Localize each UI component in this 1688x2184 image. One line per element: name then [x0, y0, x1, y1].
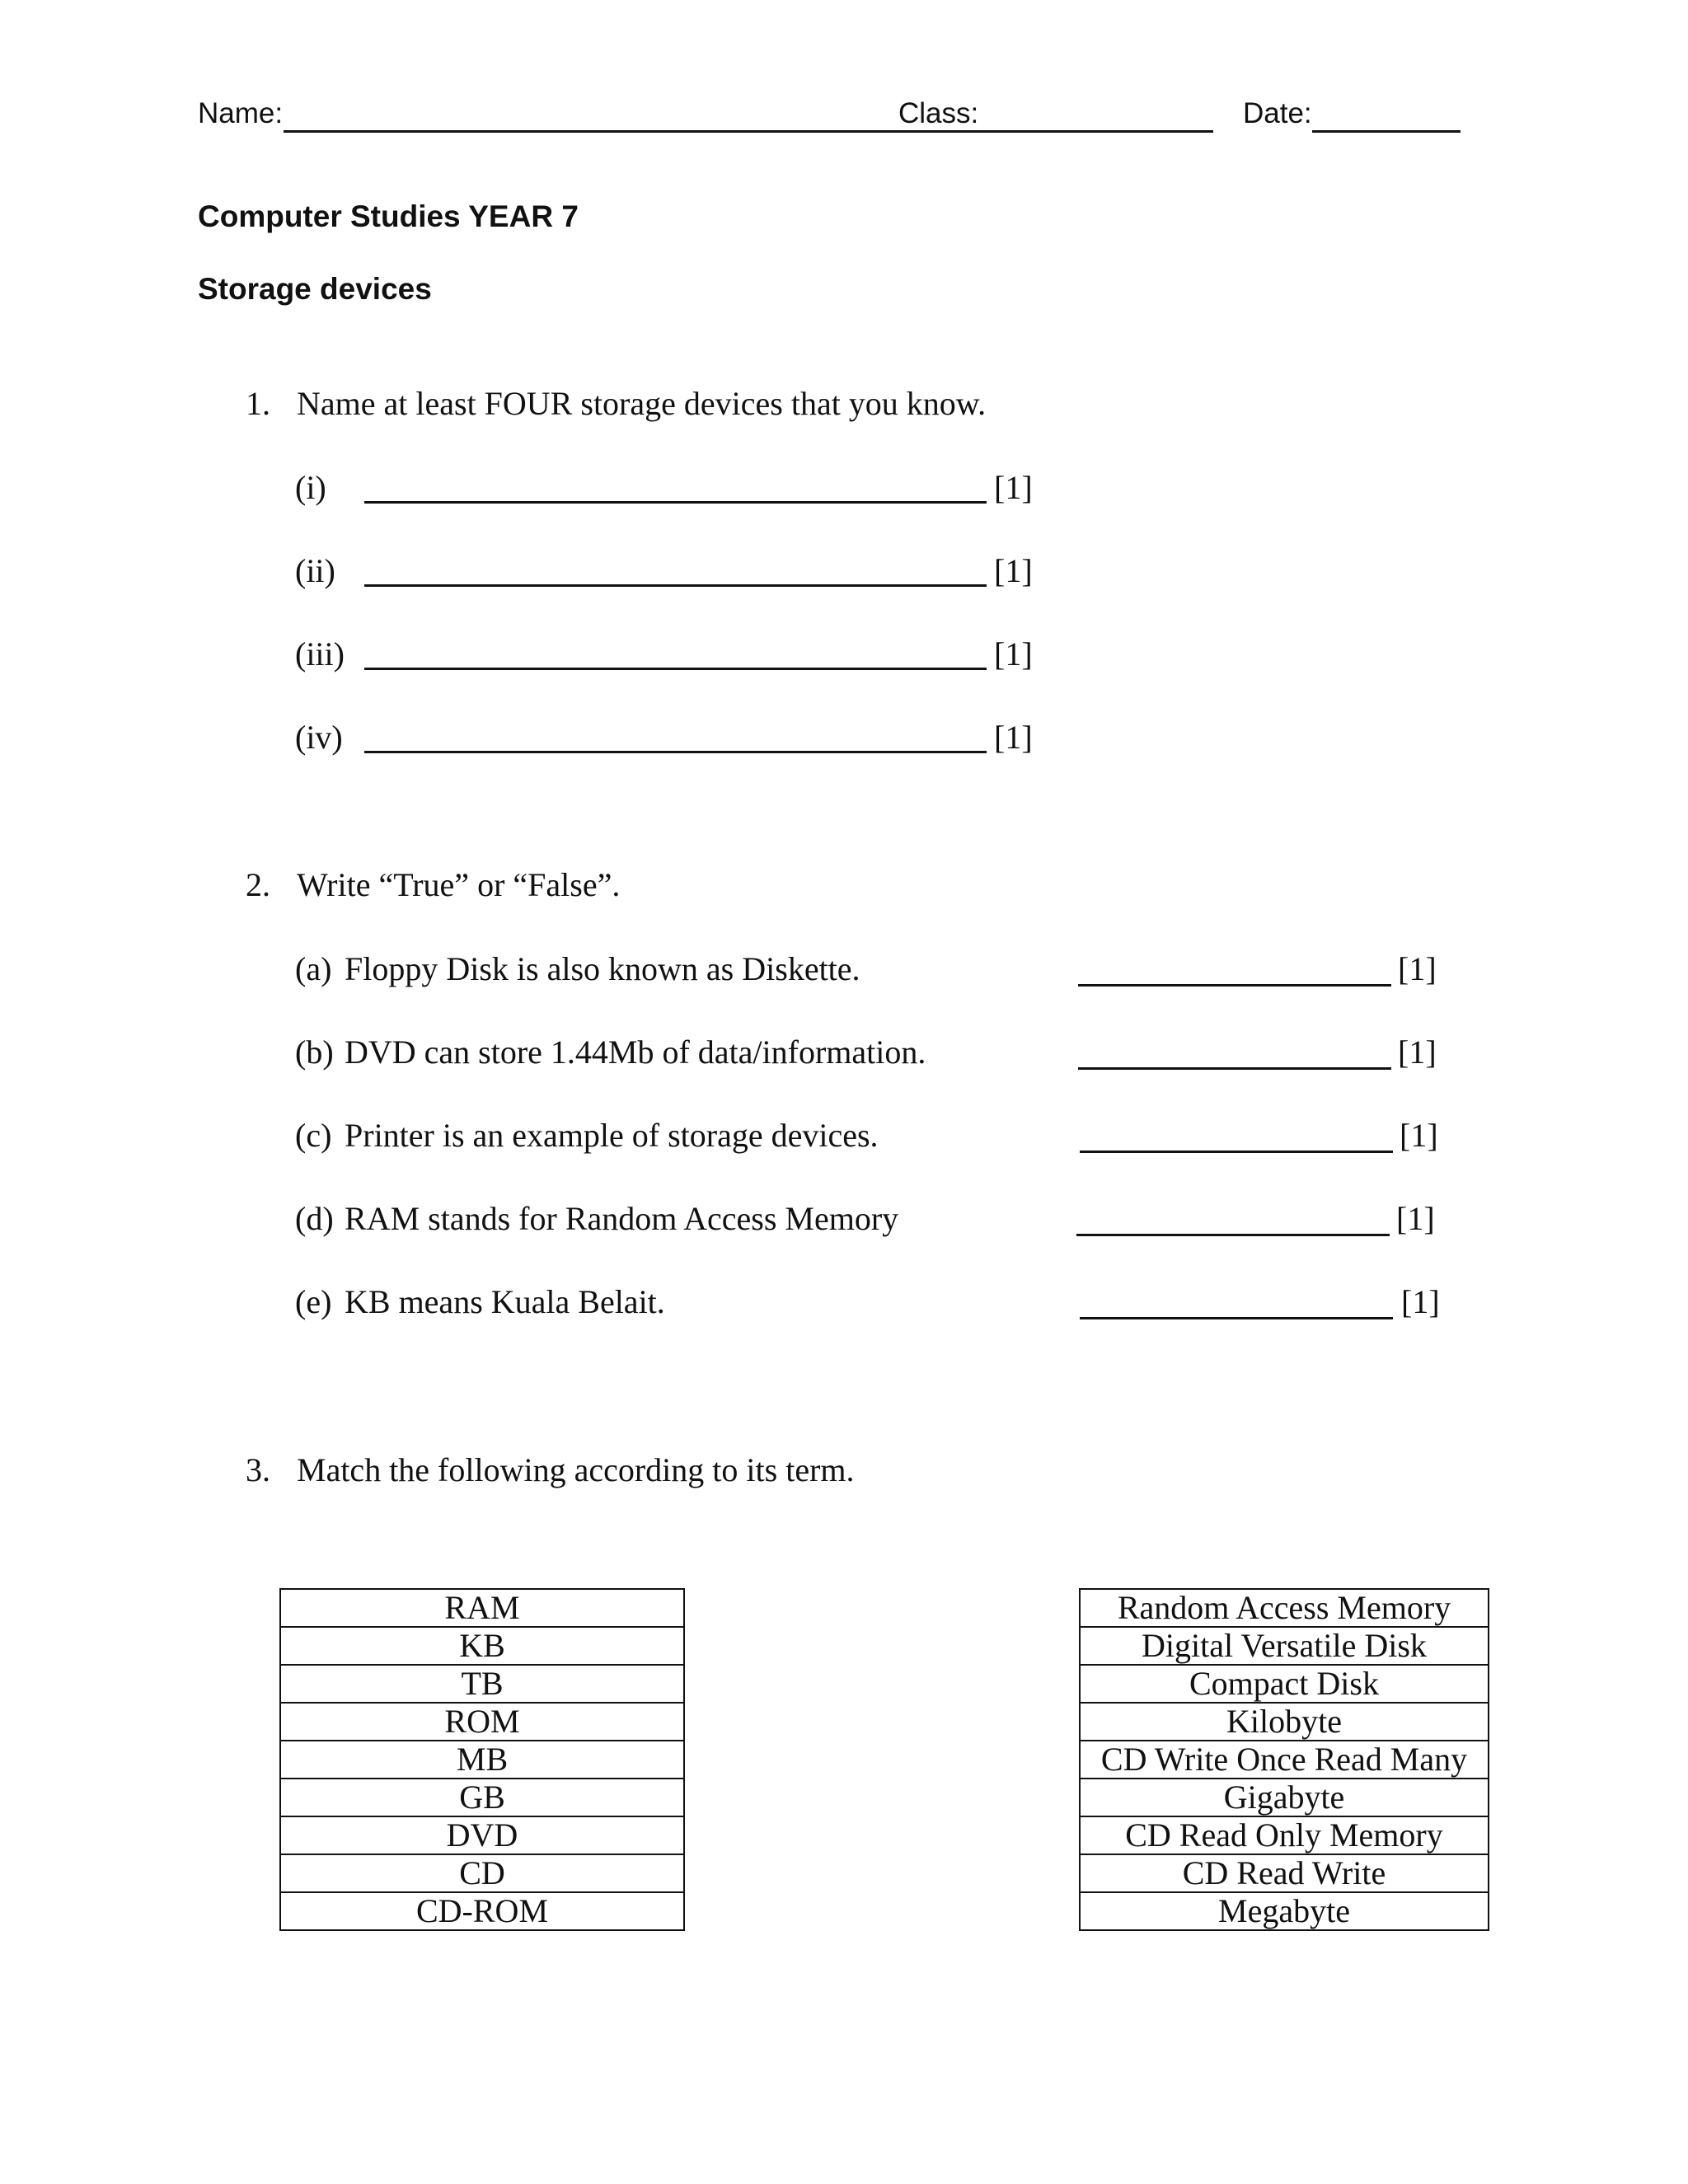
item-label: (c)	[295, 1117, 332, 1154]
name-label: Name:	[198, 97, 284, 129]
answer-blank[interactable]	[364, 751, 987, 753]
term-cell: DVD	[280, 1816, 684, 1854]
answer-blank[interactable]	[1076, 1234, 1390, 1236]
table-row	[1080, 1854, 1489, 1892]
class-field[interactable]	[978, 130, 1213, 133]
definition-cell: Digital Versatile Disk	[1080, 1627, 1489, 1665]
term-cell: TB	[280, 1665, 684, 1703]
mark-value: [1]	[1400, 1117, 1438, 1154]
page-title: Computer Studies YEAR 7	[198, 199, 579, 233]
item-label: (e)	[295, 1283, 332, 1320]
answer-blank[interactable]	[1078, 1067, 1391, 1070]
definitions-table	[1079, 1588, 1489, 1931]
table-row	[280, 1665, 684, 1703]
table-row	[1080, 1779, 1489, 1816]
term-cell: RAM	[280, 1589, 684, 1627]
item-label: (a)	[295, 950, 332, 987]
answer-blank[interactable]	[364, 584, 987, 587]
mark-value: [1]	[994, 719, 1033, 756]
question-text: Write “True” or “False”.	[297, 866, 621, 903]
term-cell: CD-ROM	[280, 1892, 684, 1930]
item-label: (iii)	[295, 635, 345, 673]
definition-cell: Random Access Memory	[1080, 1589, 1489, 1627]
table-row	[280, 1703, 684, 1741]
table-row	[280, 1627, 684, 1665]
item-label: (iv)	[295, 719, 343, 756]
definition-cell: Gigabyte	[1080, 1779, 1489, 1816]
term-cell: ROM	[280, 1703, 684, 1741]
terms-table	[279, 1588, 685, 1931]
definition-cell: CD Write Once Read Many	[1080, 1741, 1489, 1779]
table-row	[1080, 1816, 1489, 1854]
answer-blank[interactable]	[1080, 1151, 1393, 1153]
mark-value: [1]	[1401, 1283, 1440, 1320]
mark-value: [1]	[994, 635, 1033, 673]
table-row	[280, 1741, 684, 1779]
mark-value: [1]	[1398, 950, 1437, 987]
item-text: Floppy Disk is also known as Diskette.	[345, 950, 860, 987]
table-row	[1080, 1892, 1489, 1930]
table-row	[280, 1854, 684, 1892]
item-label: (b)	[295, 1033, 334, 1071]
page-subtitle: Storage devices	[198, 272, 432, 306]
item-text: DVD can store 1.44Mb of data/information.	[345, 1033, 926, 1071]
answer-blank[interactable]	[364, 668, 987, 670]
mark-value: [1]	[1396, 1200, 1435, 1237]
question-number: 2.	[246, 866, 270, 903]
question-number: 1.	[246, 385, 270, 422]
term-cell: CD	[280, 1854, 684, 1892]
header-fields	[198, 97, 1484, 138]
term-cell: GB	[280, 1779, 684, 1816]
table-row	[280, 1589, 684, 1627]
item-label: (ii)	[295, 552, 335, 589]
item-label: (i)	[295, 469, 326, 506]
question-number: 3.	[246, 1451, 270, 1488]
class-label: Class:	[898, 97, 979, 129]
answer-blank[interactable]	[1080, 1317, 1393, 1319]
item-text: KB means Kuala Belait.	[345, 1283, 665, 1320]
definition-cell: Kilobyte	[1080, 1703, 1489, 1741]
table-row	[1080, 1741, 1489, 1779]
definition-cell: CD Read Only Memory	[1080, 1816, 1489, 1854]
mark-value: [1]	[994, 469, 1033, 506]
answer-blank[interactable]	[1078, 984, 1391, 987]
date-field[interactable]	[1312, 130, 1461, 133]
definition-cell: CD Read Write	[1080, 1854, 1489, 1892]
table-row	[1080, 1589, 1489, 1627]
mark-value: [1]	[1398, 1033, 1437, 1071]
item-text: Printer is an example of storage devices.	[345, 1117, 879, 1154]
mark-value: [1]	[994, 552, 1033, 589]
table-row	[280, 1892, 684, 1930]
item-text: RAM stands for Random Access Memory	[345, 1200, 899, 1237]
question-text: Match the following according to its term.	[297, 1451, 855, 1488]
table-row	[1080, 1627, 1489, 1665]
table-row	[1080, 1665, 1489, 1703]
answer-blank[interactable]	[364, 501, 987, 504]
table-row	[1080, 1703, 1489, 1741]
question-text: Name at least FOUR storage devices that you know.	[297, 385, 987, 422]
term-cell: KB	[280, 1627, 684, 1665]
term-cell: MB	[280, 1741, 684, 1779]
date-label: Date:	[1243, 97, 1312, 129]
table-row	[280, 1779, 684, 1816]
table-row	[280, 1816, 684, 1854]
definition-cell: Compact Disk	[1080, 1665, 1489, 1703]
item-label: (d)	[295, 1200, 334, 1237]
name-field[interactable]	[284, 130, 1075, 133]
definition-cell: Megabyte	[1080, 1892, 1489, 1930]
